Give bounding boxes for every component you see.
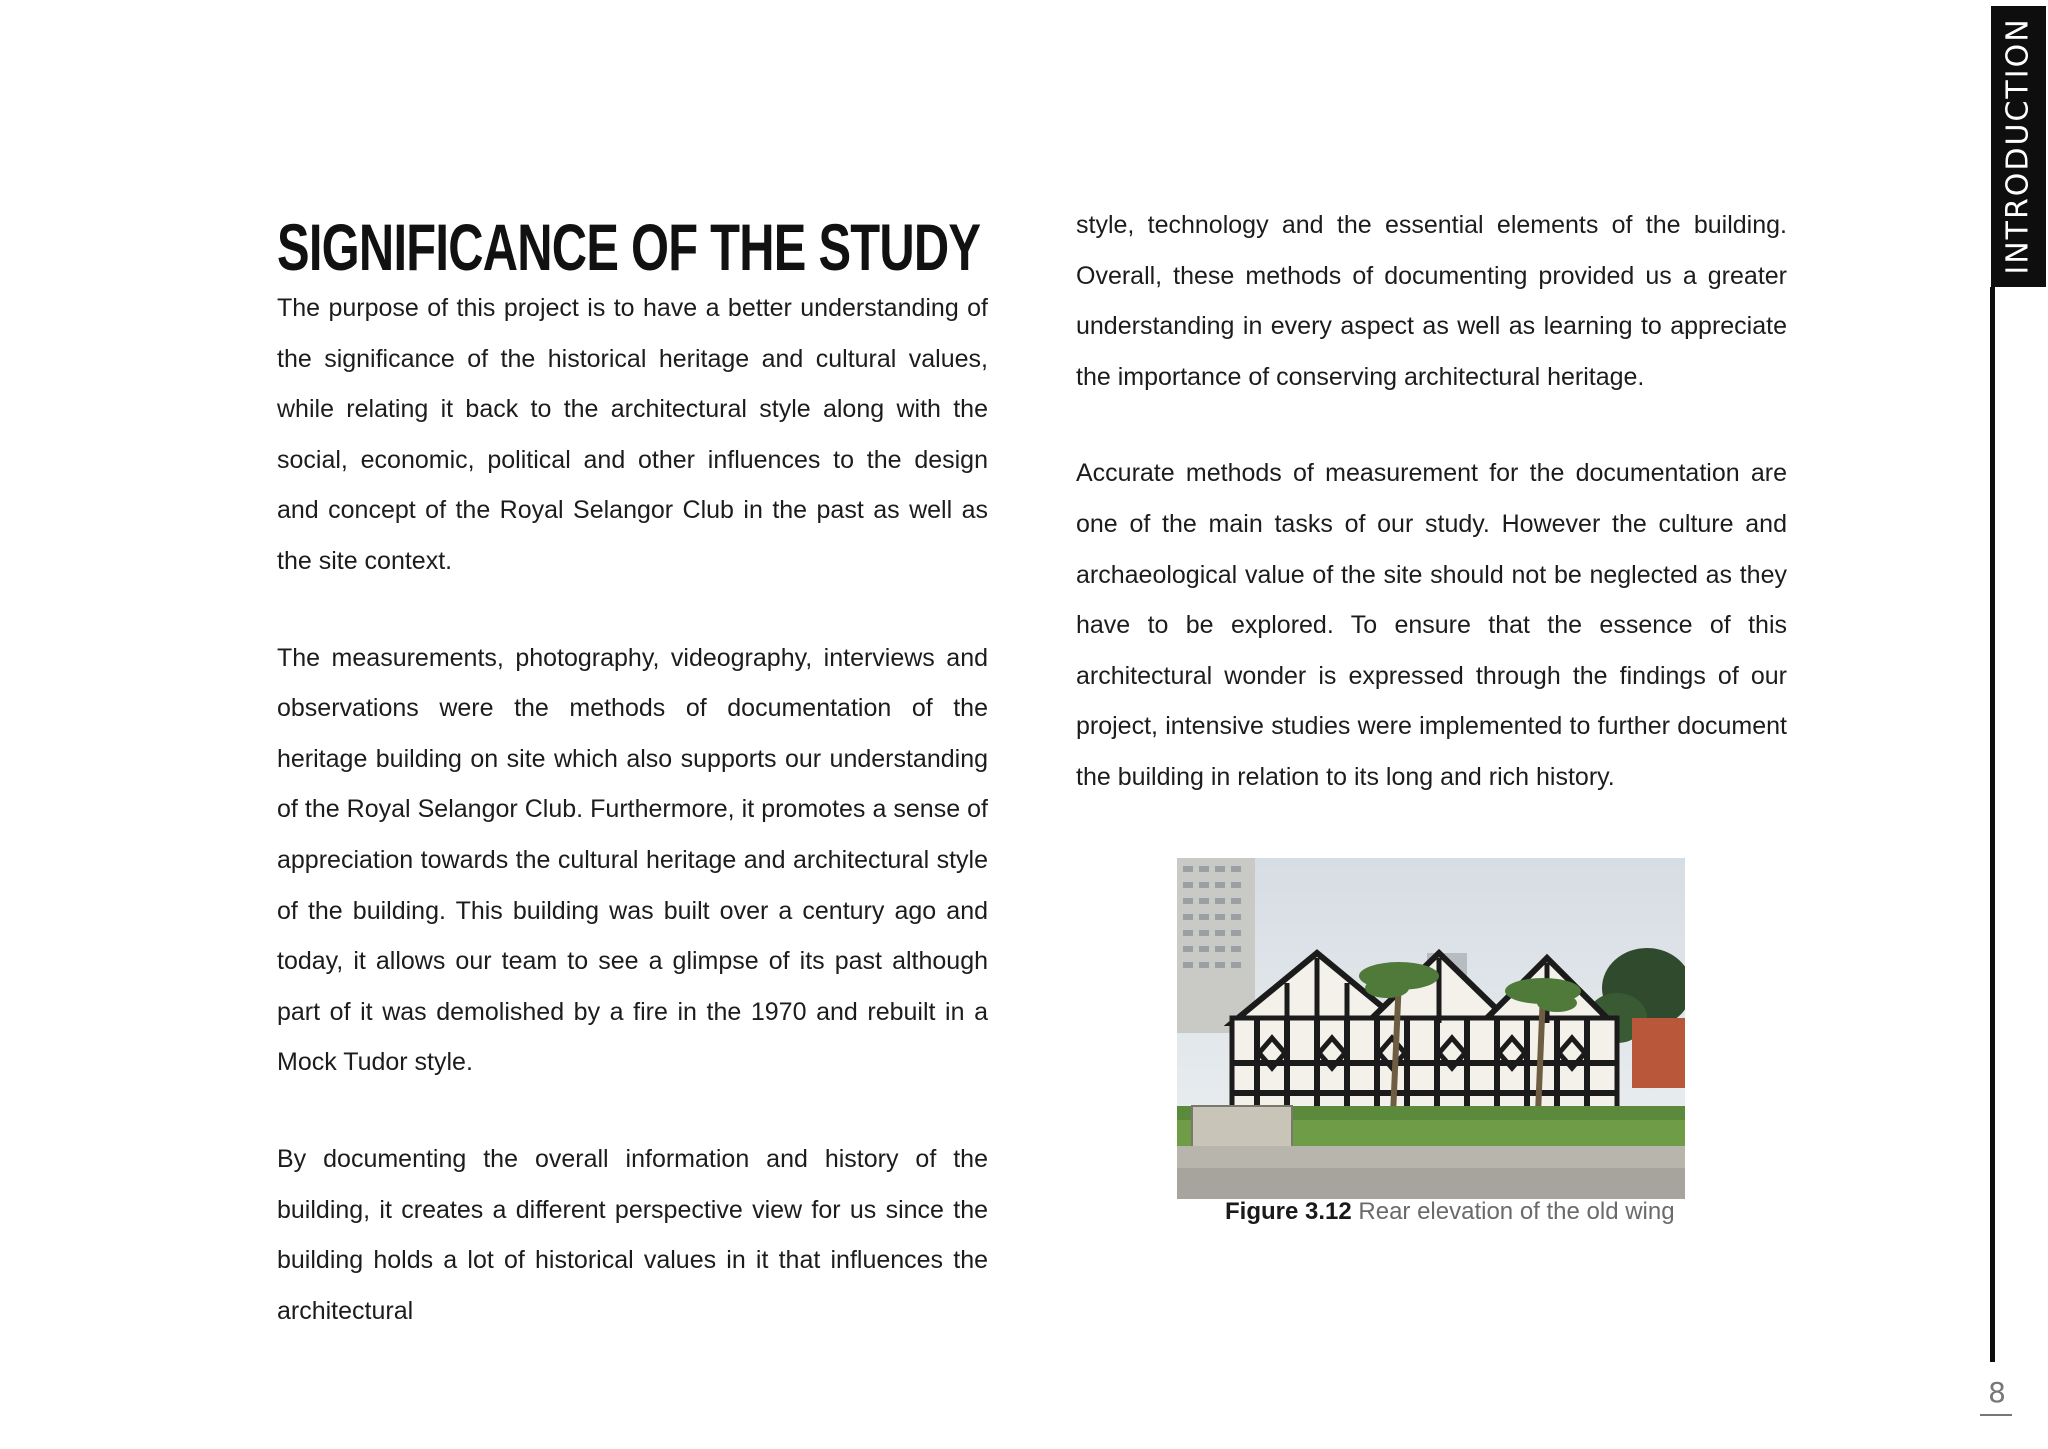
page-number-underline [1980,1414,2012,1416]
vertical-rule [1990,287,1995,1362]
body-paragraph: The measurements, photography, videography, interviews and observations were the methods of documentation of the heritage building on site which also supports our understanding of the Royal Selangor Club. Furthermore, it promotes a sense of appreciation towards the cultural heritage and architectural style of the building. This building was built over a century ago and today, it allows our team to see a glimpse of its past although part of it was demolished by a fire in the 1970 and rebuilt in a Mock Tudor style. [277,643,988,1077]
figure-photo-container [1177,858,1685,1199]
figure-caption [1225,1198,1675,1226]
figure-caption-text: Rear elevation of the old wing [1358,1198,1675,1225]
body-paragraph: Accurate methods of measurement for the documentation are one of the main tasks of our study. However the culture and archaeological value of the site should not be neglected as they have to be explored. To ensure that the essence of this architectural wonder is expressed through the findings of our project, intensive studies were implemented to further document the building in relation to its long and rich history. [1076,459,1787,791]
body-paragraph: style, technology and the essential elements of the building. Overall, these methods of documenting provided us a greater understanding in every aspect as well as learning to appreciate the importance of conserving architectural heritage. [1076,211,1787,391]
body-paragraph: The purpose of this project is to have a better understanding of the significance of the historical heritage and cultural values, while relating it back to the architectural style along with the social, economic, political and other influences to the design and concept of the Royal Selangor Club in the past as well as the site context. [277,294,988,575]
page-number: 8 [1988,1376,2006,1409]
building-photo-illustration [1177,858,1685,1199]
page-title: SIGNIFICANCE OF THE STUDY [277,210,981,284]
section-tab-label: INTRODUCTION [2000,17,2036,275]
right-column [1076,200,1787,803]
building-photo [1177,858,1685,1199]
left-column [277,283,988,1336]
figure-number: Figure 3.12 [1225,1198,1352,1225]
body-paragraph: By documenting the overall information and history of the building, it creates a different perspective view for us since the building holds a lot of historical values in it that influences the architectural [277,1144,988,1325]
